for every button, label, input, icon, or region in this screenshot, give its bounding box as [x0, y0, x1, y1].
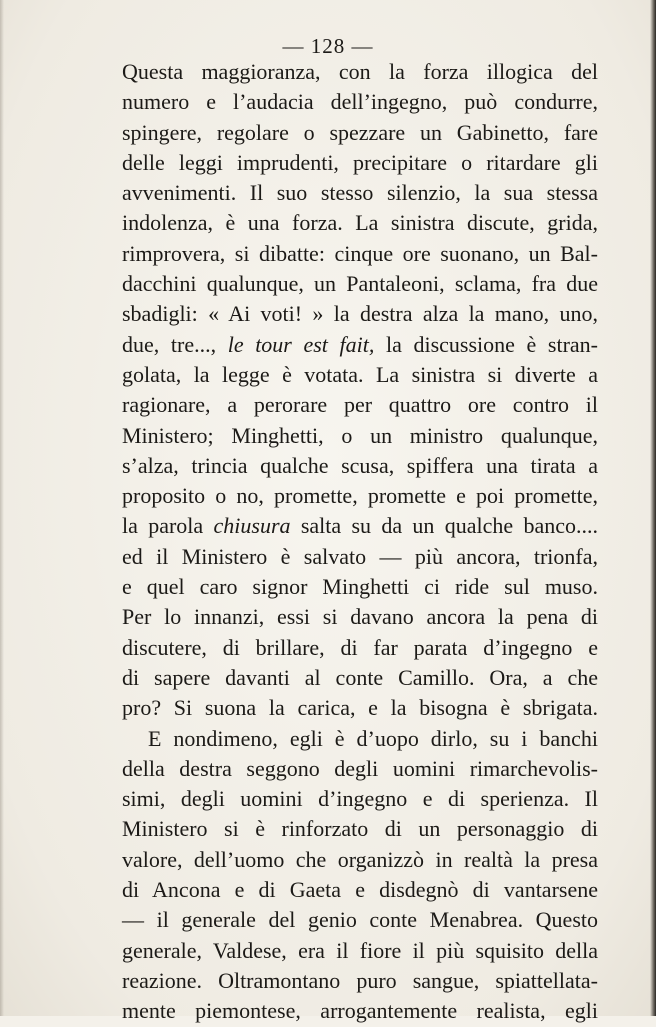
text-line — [122, 693, 598, 723]
text-segment: di sapere davanti al conte Camillo. Ora, a che — [122, 664, 598, 690]
page-number: — 128 — — [282, 34, 374, 58]
text-segment: Ministero; Minghetti, o un ministro qualunque, — [122, 422, 598, 448]
text-segment: simi, degli uomini d’ingegno e di sperienza. Il — [122, 786, 598, 812]
text-line — [122, 754, 598, 784]
text-segment: ed il Ministero è salvato — più ancora, trionfa, — [122, 543, 598, 569]
text-line — [122, 784, 598, 814]
text-line — [122, 996, 598, 1026]
text-segment: spingere, regolare o spezzare un Gabinetto, fare — [122, 119, 598, 145]
text-segment: delle leggi imprudenti, precipitare o ritardare gli — [122, 149, 598, 175]
text-line — [122, 936, 598, 966]
text-line — [122, 663, 598, 693]
text-segment: Ministero si è rinforzato di un personaggio di — [122, 816, 598, 842]
text-segment: E nondimeno, egli è d’uopo dirlo, su i banchi — [148, 725, 598, 751]
text-line — [122, 542, 598, 572]
text-line — [122, 633, 598, 663]
text-segment: dacchini qualunque, un Pantaleoni, sclama, fra due — [122, 271, 598, 297]
text-line — [122, 814, 598, 844]
text-segment: valore, dell’uomo che organizzò in realtà la presa — [122, 846, 598, 872]
text-line — [122, 481, 598, 511]
text-segment: discutere, di brillare, di far parata d’ingegno e — [122, 634, 598, 660]
text-line — [122, 299, 598, 329]
text-segment: mente piemontese, arrogantemente realista, egli — [122, 998, 598, 1024]
text-segment: salta su da un qualche banco.... — [290, 513, 598, 539]
text-segment: reazione. Oltramontano puro sangue, spiattellata- — [122, 967, 598, 993]
text-line — [122, 208, 598, 238]
text-line — [122, 148, 598, 178]
page-left-shadow — [0, 0, 4, 1016]
text-segment: rimprovera, si dibatte: cinque ore suonano, un Bal- — [122, 240, 598, 266]
text-segment: numero e l’audacia dell’ingegno, può condurre, — [122, 89, 598, 115]
text-segment: proposito o no, promette, promette e poi promette, — [122, 483, 598, 509]
text-segment: indolenza, è una forza. La sinistra discute, grida, — [122, 210, 598, 236]
text-line — [122, 269, 598, 299]
text-segment: di Ancona e di Gaeta e disdegnò di vantarsene — [122, 877, 598, 903]
text-segment: golata, la legge è votata. La sinistra si diverte a — [122, 361, 598, 387]
text-segment: la parola — [122, 513, 214, 539]
text-segment: e quel caro signor Minghetti ci ride sul muso. — [122, 574, 598, 600]
text-line — [122, 421, 598, 451]
text-line — [122, 845, 598, 875]
text-line — [122, 511, 598, 541]
text-line — [122, 360, 598, 390]
text-line — [122, 239, 598, 269]
body-text — [122, 57, 598, 1027]
text-line — [122, 390, 598, 420]
text-line — [122, 330, 598, 360]
text-segment: la discussione è stran- — [374, 331, 599, 357]
page-right-edge — [650, 0, 656, 1016]
text-segment: Questa maggioranza, con la forza illogica del — [122, 59, 598, 84]
text-segment: Per lo innanzi, essi si davano ancora la pena di — [122, 604, 598, 630]
text-line — [122, 118, 598, 148]
text-line — [122, 724, 598, 754]
text-line — [122, 87, 598, 117]
text-segment: due, tre..., — [122, 331, 228, 357]
text-segment: s’alza, trincia qualche scusa, spiffera una tirata a — [122, 452, 598, 478]
text-segment: sbadigli: « Ai voti! » la destra alza la mano, uno, — [122, 301, 598, 327]
text-segment: avvenimenti. Il suo stesso silenzio, la sua stessa — [122, 180, 598, 206]
text-line — [122, 905, 598, 935]
text-line — [122, 875, 598, 905]
text-segment: generale, Valdese, era il fiore il più squisito della — [122, 937, 598, 963]
text-line — [122, 966, 598, 996]
text-segment: ragionare, a perorare per quattro ore contro il — [122, 392, 598, 418]
text-line — [122, 572, 598, 602]
text-line — [122, 57, 598, 87]
italic-text: chiusura — [213, 513, 291, 539]
text-segment: della destra seggono degli uomini rimarchevolis- — [122, 755, 598, 781]
text-line — [122, 451, 598, 481]
text-segment: — il generale del genio conte Menabrea. Questo — [122, 907, 598, 933]
text-segment: pro? Si suona la carica, e la bisogna è sbrigata. — [122, 695, 598, 721]
text-line — [122, 178, 598, 208]
italic-text: le tour est fait, — [227, 331, 375, 357]
text-line — [122, 602, 598, 632]
